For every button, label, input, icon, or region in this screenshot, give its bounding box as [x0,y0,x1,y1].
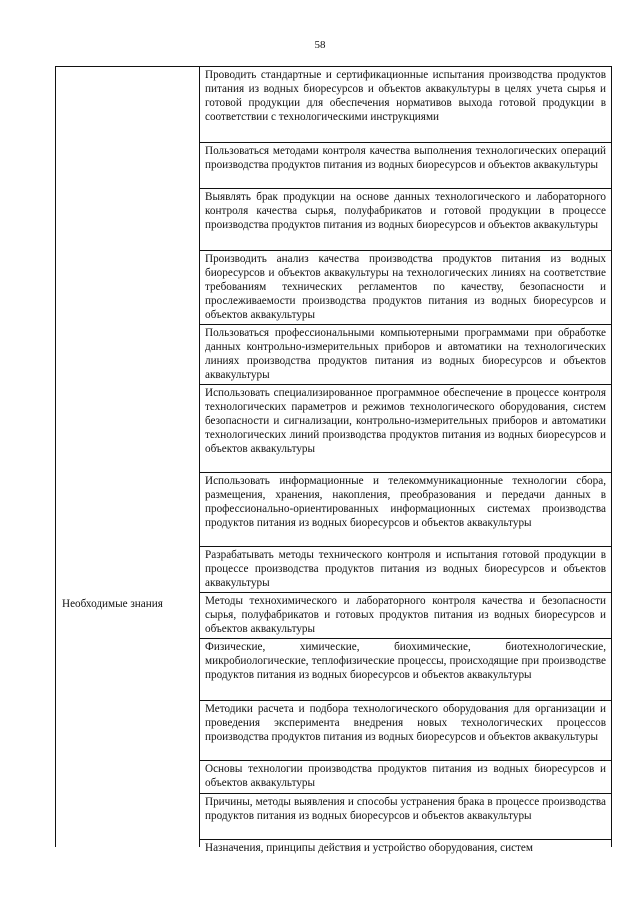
knowledge-row: Методы технохимического и лабораторного контроля качества и безопасности сырья, полуфабрикатов и готовых продуктов питания из водных биоресурсов и объектов аквакультуры [200,593,611,639]
requirements-column [200,67,611,854]
knowledge-row: Причины, методы выявления и способы устранения брака в процессе производства продуктов питания из водных биоресурсов и объектов аквакультуры [200,794,611,840]
knowledge-row: Основы технологии производства продуктов питания из водных биоресурсов и объектов аквакультуры [200,761,611,794]
skill-row: Выявлять брак продукции на основе данных технологического и лабораторного контроля качества сырья, полуфабрикатов и готовой продукции в процессе производства продуктов питания из водных биоресурсов и объектов аквакультуры [200,189,611,251]
knowledge-label: Необходимые знания [62,598,163,610]
skill-row: Использовать специализированное программное обеспечение в процессе контроля технологических параметров и режимов технологического оборудования, систем безопасности и сигнализации, контрольно-измерительных приборов и автоматики технологических линий производства продуктов питания из водных биоресурсов и объектов аквакультуры [200,385,611,473]
skill-row: Пользоваться методами контроля качества выполнения технологических операций производства продуктов питания из водных биоресурсов и объектов аквакультуры [200,143,611,189]
requirements-table [55,66,612,854]
skill-row: Производить анализ качества производства продуктов питания из водных биоресурсов и объектов аквакультуры на технологических линиях на соответствие требованиям технических регламентов по качеству, безопасности и прослеживаемости производства продуктов питания из водных биоресурсов и объектов аквакультуры [200,251,611,325]
knowledge-row: Методики расчета и подбора технологического оборудования для организации и проведения эксперимента внедрения новых технологических процессов производства продуктов питания из водных биоресурсов и объектов аквакультуры [200,701,611,761]
page-number: 58 [314,39,326,51]
skill-row: Разрабатывать методы технического контроля и испытания готовой продукции в процессе производства продуктов питания из водных биоресурсов и объектов аквакультуры [200,547,611,593]
skill-row: Проводить стандартные и сертификационные испытания производства продуктов питания из водных биоресурсов и объектов аквакультуры в целях учета сырья и готовой продукции для обеспечения нормативов выхода готовой продукции в соответствии с технологическими инструкциями [200,67,611,143]
skill-row: Пользоваться профессиональными компьютерными программами при обработке данных контрольно-измерительных приборов и автоматики на технологических линиях производства продуктов питания из водных биоресурсов и объектов аквакультуры [200,325,611,385]
skill-row: Использовать информационные и телекоммуникационные технологии сбора, размещения, хранения, накопления, преобразования и передачи данных в профессионально-ориентированных информационных системах производства продуктов питания из водных биоресурсов и объектов аквакультуры [200,473,611,547]
knowledge-row: Назначения, принципы действия и устройство оборудования, систем [205,842,533,854]
knowledge-row: Физические, химические, биохимические, биотехнологические, микробиологические, теплофизические процессы, происходящие при производстве продуктов питания из водных биоресурсов и объектов аквакультуры [200,639,611,701]
